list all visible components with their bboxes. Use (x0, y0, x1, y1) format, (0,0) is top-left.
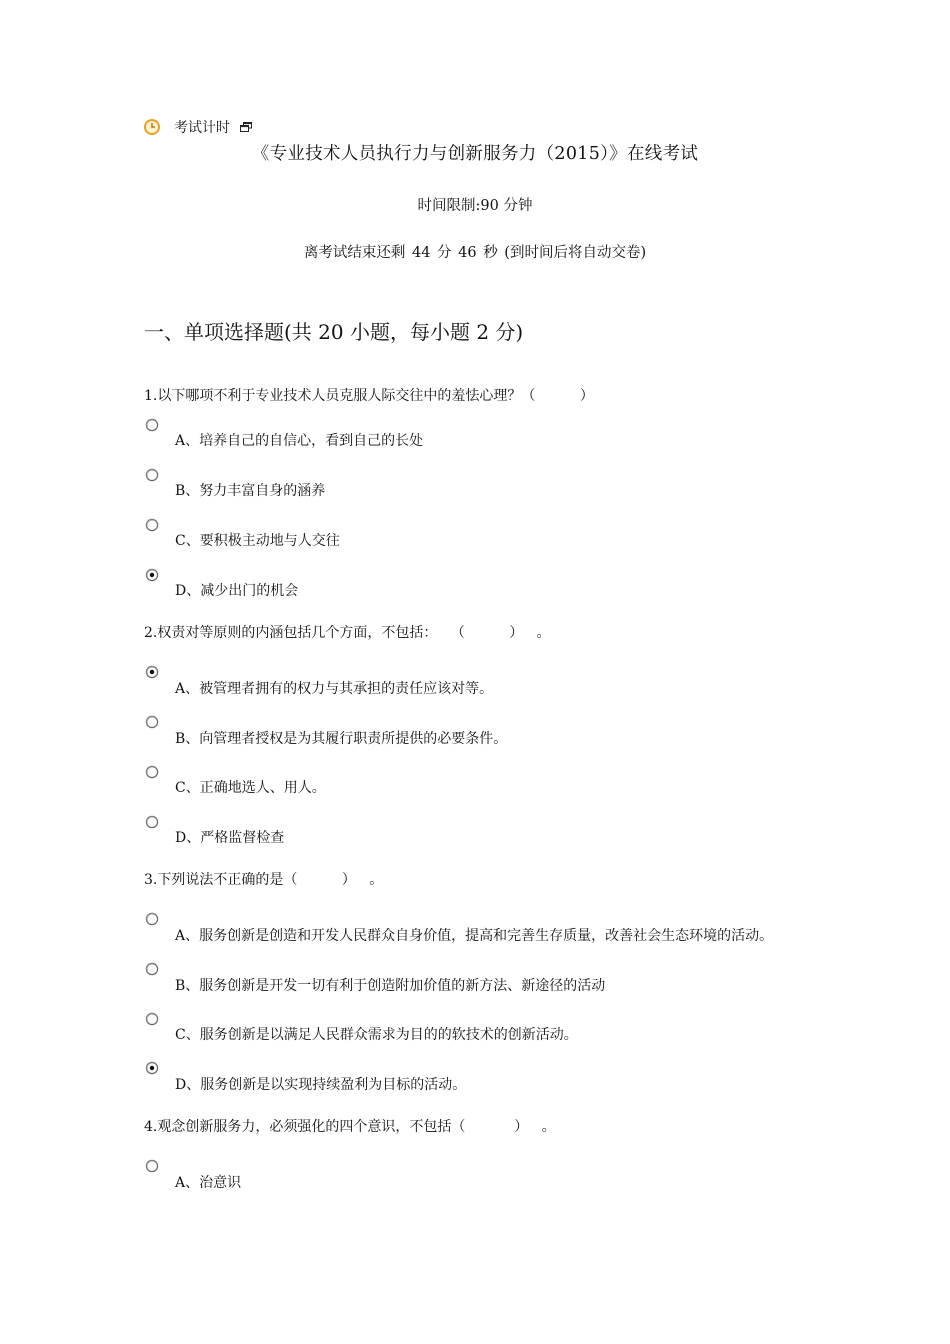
exam-timer (144, 117, 252, 137)
option-q3-c-label: C、服务创新是以满足人民群众需求为目的的软技术的创新活动。 (175, 1027, 578, 1043)
option-q2-d-label: D、严格监督检查 (175, 830, 285, 846)
radio-q3-a[interactable] (145, 912, 159, 926)
radio-q1-c[interactable] (145, 518, 159, 532)
question-4-text: 4.观念创新服务力，必须强化的四个意识，不包括（ ） 。 (144, 1119, 556, 1135)
radio-q4-a[interactable] (145, 1159, 159, 1173)
time-remaining: 离考试结束还剩 44 分 46 秒 (到时间后将自动交卷) (303, 245, 647, 261)
exam-title: 《专业技术人员执行力与创新服务力（2015）》在线考试 (251, 144, 699, 164)
radio-q2-d[interactable] (145, 815, 159, 829)
option-q2-a-label: A、被管理者拥有的权力与其承担的责任应该对等。 (175, 681, 494, 697)
radio-q1-b[interactable] (145, 468, 159, 482)
option-q1-c-label: C、要积极主动地与人交往 (175, 533, 340, 549)
radio-q3-b[interactable] (145, 962, 159, 976)
radio-selected-dot (150, 670, 154, 674)
time-limit: 时间限制:90 分钟 (417, 198, 533, 214)
radio-q3-d[interactable] (145, 1061, 159, 1075)
question-1-text: 1.以下哪项不利于专业技术人员克服人际交往中的羞怯心理？（ ） (144, 388, 594, 404)
question-3-text: 3.下列说法不正确的是（ ） 。 (144, 872, 384, 888)
radio-q2-a[interactable] (145, 665, 159, 679)
timer-label: 考试计时 (174, 120, 230, 136)
window-restore-icon[interactable] (240, 122, 252, 132)
radio-q1-a[interactable] (145, 418, 159, 432)
option-q4-a-label: A、治意识 (175, 1175, 242, 1191)
option-q3-a-label: A、服务创新是创造和开发人民群众自身价值，提高和完善生存质量，改善社会生态环境的活动。 (175, 928, 774, 944)
option-q3-d-label: D、服务创新是以实现持续盈利为目标的活动。 (175, 1077, 467, 1093)
option-q2-b-label: B、向管理者授权是为其履行职责所提供的必要条件。 (175, 731, 508, 747)
option-q1-b-label: B、努力丰富自身的涵养 (175, 483, 326, 499)
section-title: 一、单项选择题(共 20 小题，每小题 2 分) (144, 320, 524, 344)
option-q1-a-label: A、培养自己的自信心，看到自己的长处 (175, 433, 424, 449)
option-q2-c-label: C、正确地选人、用人。 (175, 780, 326, 796)
radio-q2-c[interactable] (145, 765, 159, 779)
radio-q3-c[interactable] (145, 1012, 159, 1026)
radio-selected-dot (150, 573, 154, 577)
option-q1-d-label: D、减少出门的机会 (175, 583, 299, 599)
radio-selected-dot (150, 1066, 154, 1070)
question-2-text: 2.权责对等原则的内涵包括几个方面，不包括： （ ） 。 (144, 625, 551, 641)
radio-q2-b[interactable] (145, 715, 159, 729)
radio-q1-d[interactable] (145, 568, 159, 582)
clock-icon (144, 119, 160, 135)
option-q3-b-label: B、服务创新是开发一切有利于创造附加价值的新方法、新途径的活动 (175, 978, 606, 994)
